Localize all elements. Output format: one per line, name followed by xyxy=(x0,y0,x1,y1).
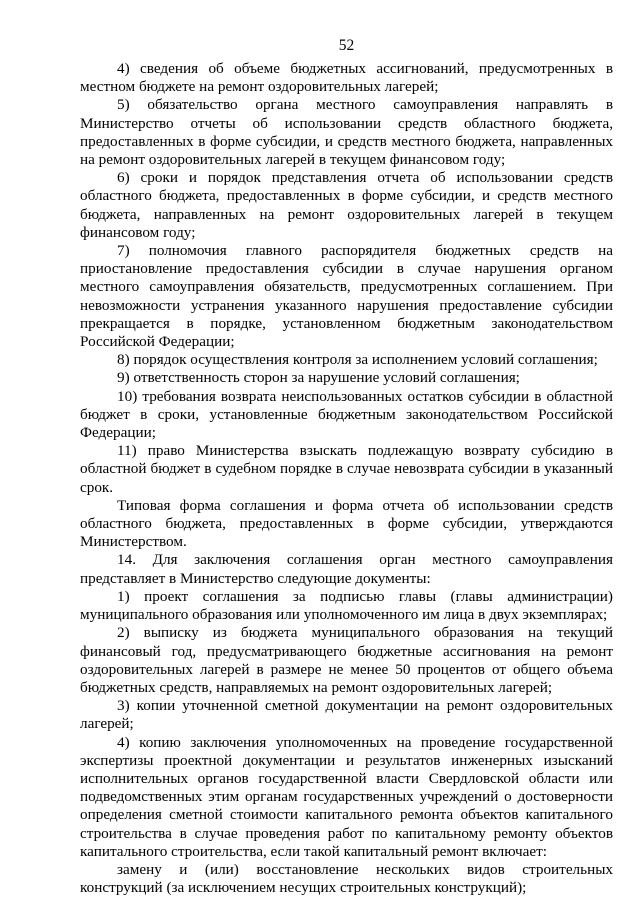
paragraph-item-11: 11) право Министерства взыскать подлежащую возврату субсидию в областной бюджет в судебном порядке в случае невозврата субсидии в указанный срок. xyxy=(80,442,613,496)
paragraph-doc-3: 3) копии уточненной сметной документации на ремонт оздоровительных лагерей; xyxy=(80,697,613,733)
paragraph-doc-4: 4) копию заключения уполномоченных на проведение государственной экспертизы проектной документации и результатов инженерных изысканий исполнительных органов государственной власти Свердловской области или подведомственных этим органам государственных учреждений о достоверности определения сметной стоимости капитального ремонта объектов капитального строительства в случае проведения работ по капитальному ремонту объектов капитального строительства, если такой капитальный ремонт включает: xyxy=(80,733,613,860)
paragraph-item-8: 8) порядок осуществления контроля за исполнением условий соглашения; xyxy=(117,351,598,369)
paragraph-doc-1: 1) проект соглашения за подписью главы (главы администрации) муниципального образования или уполномоченного им лица в двух экземплярах; xyxy=(80,587,613,624)
page-number: 52 xyxy=(338,37,355,54)
paragraph-doc-2: 2) выписку из бюджета муниципального образования на текущий финансовый год, предусматривающего бюджетные ассигнования на ремонт оздоровительных лагерей в размере не менее 50 процентов от общего объема бюджетных средств, направляемых на ремонт оздоровительных лагерей; xyxy=(80,624,613,696)
paragraph-item-5: 5) обязательство органа местного самоуправления направлять в Министерство отчеты об использовании средств областного бюджета, предоставленных в форме субсидии, и средств местного бюджета, направленных на ремонт оздоровительных лагерей в текущем финансовом году; xyxy=(80,96,613,169)
paragraph-item-4: 4) сведения об объеме бюджетных ассигнований, предусмотренных в местном бюджете на ремонт оздоровительных лагерей; xyxy=(80,60,613,96)
paragraph-item-6: 6) сроки и порядок представления отчета об использовании средств областного бюджета, предоставленных в форме субсидии, и средств местного бюджета, направленных на ремонт оздоровительных лагерей в текущем финансовом году; xyxy=(80,169,613,241)
paragraph-section-14: 14. Для заключения соглашения орган местного самоуправления представляет в Министерство следующие документы: xyxy=(80,551,613,587)
paragraph-replacement: замену и (или) восстановление нескольких видов строительных конструкций (за исключением несущих строительных конструкций); xyxy=(80,860,613,897)
paragraph-item-10: 10) требования возврата неиспользованных остатков субсидии в областной бюджет в сроки, установленные бюджетным законодательством Российской Федерации; xyxy=(80,387,613,442)
paragraph-item-9: 9) ответственность сторон за нарушение условий соглашения; xyxy=(117,369,520,387)
paragraph-standard-form: Типовая форма соглашения и форма отчета об использовании средств областного бюджета, предоставленных в форме субсидии, утверждаются Министерством. xyxy=(80,496,613,551)
document-body xyxy=(80,60,613,897)
paragraph-item-7: 7) полномочия главного распорядителя бюджетных средств на приостановление предоставления субсидии в случае нарушения органом местного самоуправления обязательств, предусмотренных соглашением. При невозможности устранения указанного нарушения предоставление субсидии прекращается в порядке, установленном бюджетным законодательством Российской Федерации; xyxy=(80,242,613,351)
